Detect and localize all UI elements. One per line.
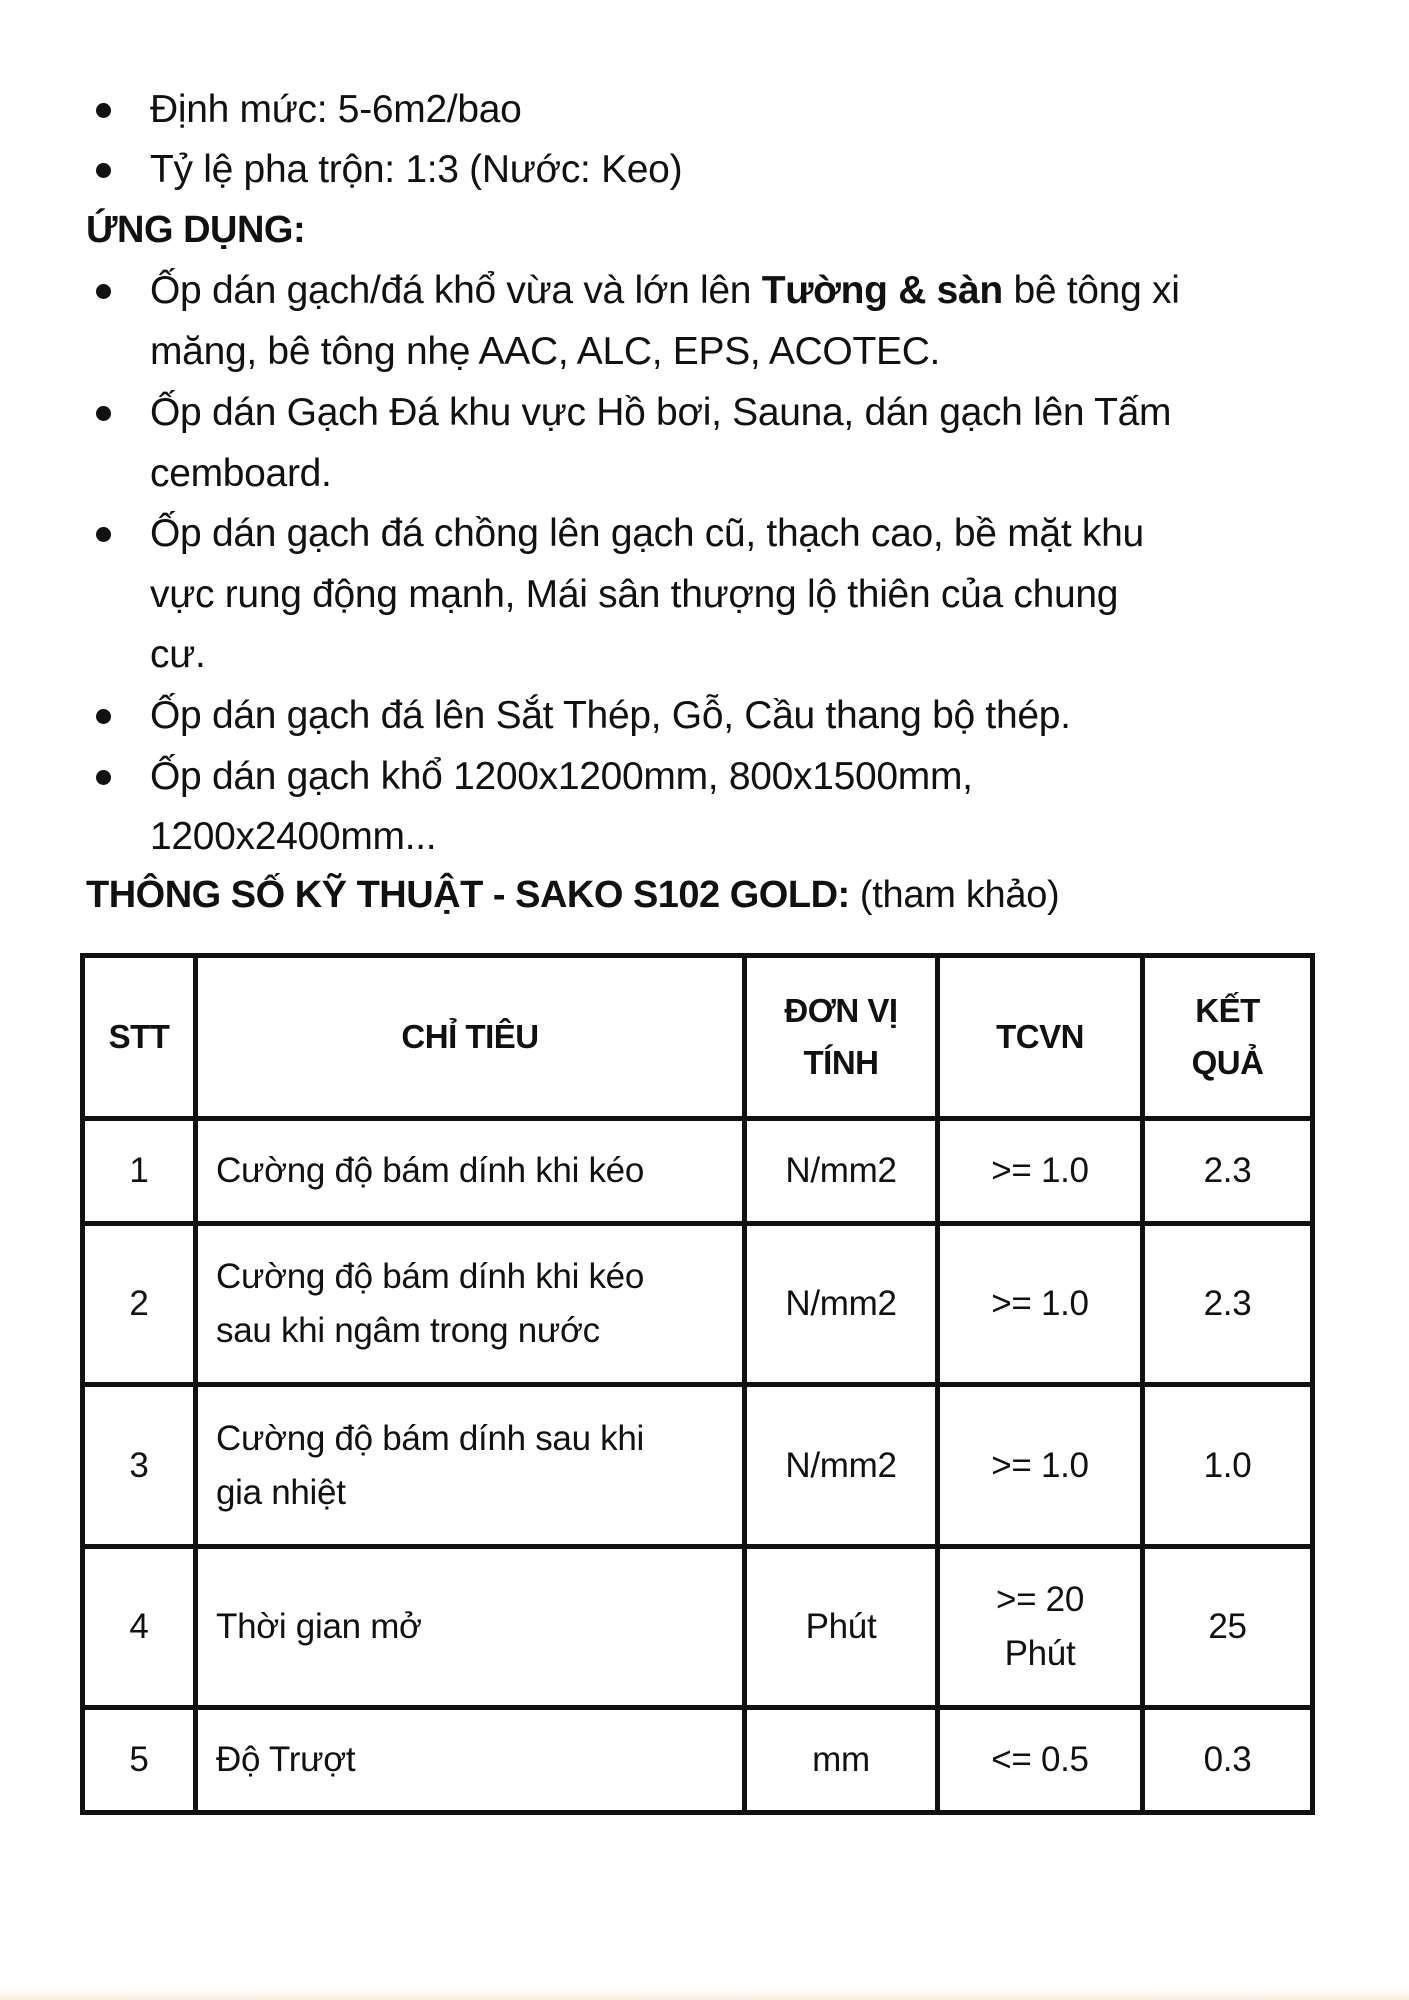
table-row bbox=[83, 1224, 1313, 1385]
specs-heading bbox=[86, 872, 1059, 918]
header-ket-qua-line-2: QUẢ bbox=[1191, 1044, 1264, 1082]
header-don-vi-line-1: ĐƠN VỊ bbox=[784, 992, 898, 1030]
application-item-3-line-2: vực rung động mạnh, Mái sân thượng lộ thiên của chung bbox=[150, 573, 1119, 616]
cell-chi-tieu-line: Cường độ bám dính sau khi bbox=[216, 1418, 645, 1458]
cell-chi-tieu-line: Cường độ bám dính khi kéo bbox=[216, 1151, 645, 1191]
cell-tcvn bbox=[938, 1224, 1143, 1385]
cell-tcvn-line: >= 1.0 bbox=[991, 1284, 1089, 1324]
text-run: Ốp dán gạch/đá khổ vừa và lớn lên bbox=[150, 269, 762, 312]
cell-stt: 5 bbox=[83, 1707, 196, 1812]
cell-chi-tieu-line: sau khi ngâm trong nước bbox=[216, 1311, 600, 1351]
bullet-icon bbox=[96, 770, 111, 785]
cell-ket-qua: 1.0 bbox=[1143, 1385, 1313, 1546]
cell-don-vi: N/mm2 bbox=[745, 1224, 938, 1385]
cell-chi-tieu bbox=[196, 1385, 745, 1546]
table-header-row bbox=[83, 956, 1313, 1119]
emphasis-text: Tường & sàn bbox=[761, 269, 1003, 312]
cell-don-vi: Phút bbox=[745, 1546, 938, 1707]
table-row bbox=[83, 1546, 1313, 1707]
header-ket-qua-line-1: KẾT bbox=[1195, 992, 1260, 1030]
specs-heading-title: THÔNG SỐ KỸ THUẬT - SAKO S102 GOLD: bbox=[86, 874, 850, 916]
header-don-vi-tinh bbox=[745, 956, 938, 1119]
cell-tcvn bbox=[938, 1707, 1143, 1812]
cell-tcvn-line: Phút bbox=[1004, 1633, 1076, 1673]
cell-don-vi: N/mm2 bbox=[745, 1385, 938, 1546]
cell-stt: 4 bbox=[83, 1546, 196, 1707]
cell-tcvn-line: >= 20 bbox=[995, 1579, 1085, 1619]
application-item-5-line-2: 1200x2400mm... bbox=[150, 815, 437, 858]
cell-ket-qua: 2.3 bbox=[1143, 1119, 1313, 1224]
bullet-icon bbox=[96, 406, 111, 421]
cell-ket-qua: 2.3 bbox=[1143, 1224, 1313, 1385]
cell-chi-tieu-line: Thời gian mở bbox=[216, 1606, 422, 1646]
cell-chi-tieu bbox=[196, 1707, 745, 1812]
bullet-icon bbox=[96, 163, 111, 178]
cell-chi-tieu bbox=[196, 1119, 745, 1224]
cell-chi-tieu-line: Cường độ bám dính khi kéo bbox=[216, 1257, 645, 1297]
bottom-edge-tint bbox=[0, 1986, 1409, 2000]
cell-don-vi: N/mm2 bbox=[745, 1119, 938, 1224]
bullet-icon bbox=[96, 709, 111, 724]
specs-heading-note: (tham khảo) bbox=[849, 874, 1060, 916]
header-don-vi-line-2: TÍNH bbox=[803, 1044, 879, 1082]
application-item-5-line-1: Ốp dán gạch khổ 1200x1200mm, 800x1500mm, bbox=[150, 755, 973, 798]
application-item-1-line-2: măng, bê tông nhẹ AAC, ALC, EPS, ACOTEC. bbox=[150, 330, 941, 373]
cell-chi-tieu-line: Độ Trượt bbox=[216, 1739, 356, 1779]
header-tcvn: TCVN bbox=[938, 956, 1143, 1119]
cell-chi-tieu bbox=[196, 1224, 745, 1385]
application-item-3-line-3: cư. bbox=[150, 633, 206, 676]
cell-ket-qua: 0.3 bbox=[1143, 1707, 1313, 1812]
bullet-icon bbox=[96, 527, 111, 542]
intro-bullet-dinh-muc: Định mức: 5-6m2/bao bbox=[150, 88, 522, 131]
cell-tcvn bbox=[938, 1385, 1143, 1546]
cell-stt: 3 bbox=[83, 1385, 196, 1546]
cell-tcvn-line: >= 1.0 bbox=[991, 1445, 1089, 1485]
cell-chi-tieu bbox=[196, 1546, 745, 1707]
table-row bbox=[83, 1385, 1313, 1546]
cell-chi-tieu-line: gia nhiệt bbox=[216, 1472, 346, 1512]
cell-ket-qua: 25 bbox=[1143, 1546, 1313, 1707]
header-ket-qua bbox=[1143, 956, 1313, 1119]
application-item-2-line-1: Ốp dán Gạch Đá khu vực Hồ bơi, Sauna, dán gạch lên Tấm bbox=[150, 391, 1172, 434]
application-item-3-line-1: Ốp dán gạch đá chồng lên gạch cũ, thạch cao, bề mặt khu bbox=[150, 512, 1144, 555]
cell-stt: 1 bbox=[83, 1119, 196, 1224]
cell-tcvn bbox=[938, 1119, 1143, 1224]
bullet-icon bbox=[96, 284, 111, 299]
header-stt: STT bbox=[83, 956, 196, 1119]
application-item-1-line-1 bbox=[150, 268, 1180, 314]
bullet-icon bbox=[96, 103, 111, 118]
cell-tcvn-line: <= 0.5 bbox=[991, 1739, 1089, 1779]
header-chi-tieu: CHỈ TIÊU bbox=[196, 956, 745, 1119]
application-item-2-line-2: cemboard. bbox=[150, 452, 332, 495]
cell-tcvn bbox=[938, 1546, 1143, 1707]
cell-stt: 2 bbox=[83, 1224, 196, 1385]
applications-heading: ỨNG DỤNG: bbox=[86, 209, 306, 251]
text-run: bê tông xi bbox=[1002, 269, 1180, 312]
cell-tcvn-line: >= 1.0 bbox=[991, 1151, 1089, 1191]
intro-bullet-ty-le: Tỷ lệ pha trộn: 1:3 (Nước: Keo) bbox=[150, 148, 683, 191]
application-item-4-line-1: Ốp dán gạch đá lên Sắt Thép, Gỗ, Cầu thang bộ thép. bbox=[150, 694, 1071, 737]
cell-don-vi: mm bbox=[745, 1707, 938, 1812]
specs-table bbox=[80, 953, 1315, 1815]
table-row bbox=[83, 1707, 1313, 1812]
table-row bbox=[83, 1119, 1313, 1224]
